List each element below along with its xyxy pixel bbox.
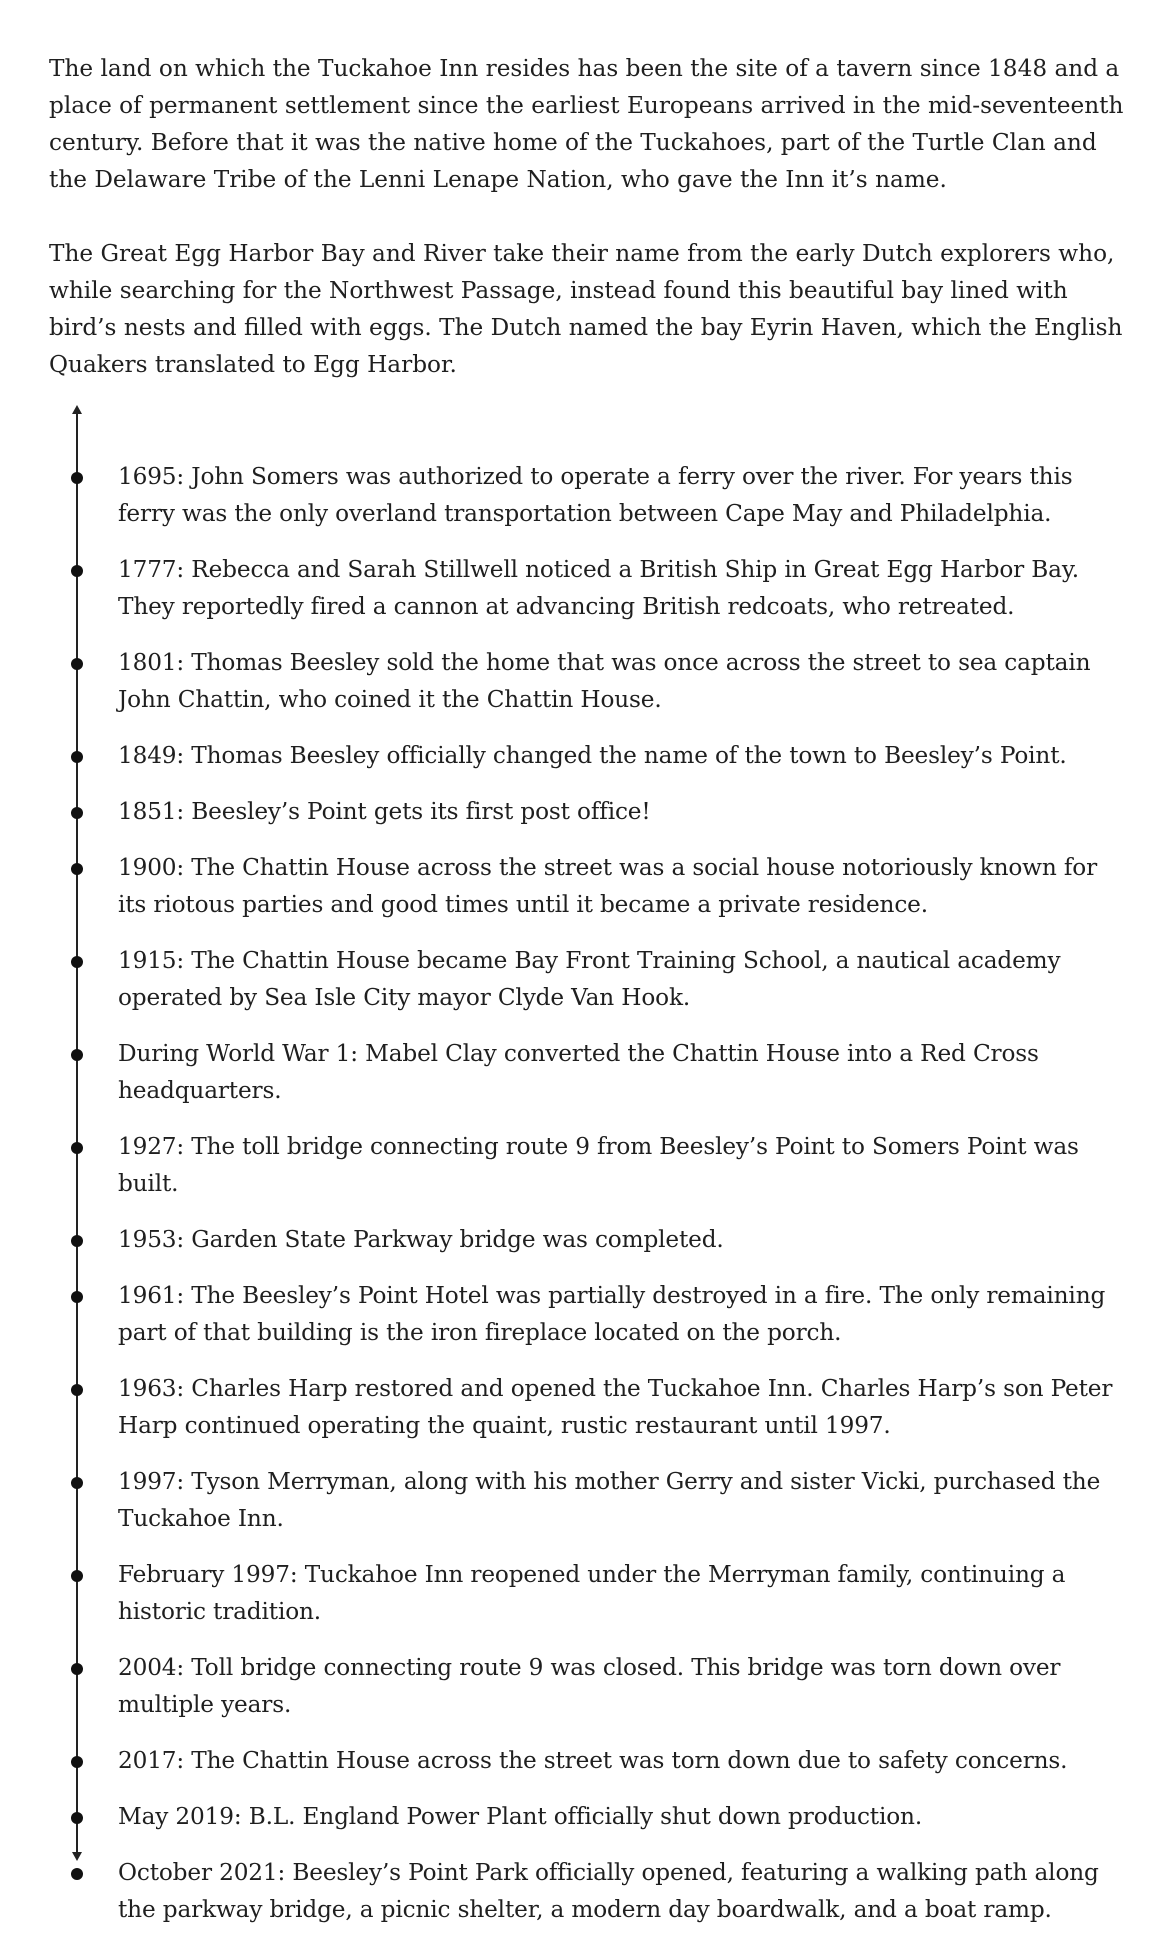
intro-section — [49, 50, 1129, 420]
timeline-dot-icon — [71, 1663, 83, 1675]
timeline-dot-icon — [71, 1235, 83, 1247]
timeline-event — [0, 458, 1166, 532]
timeline-event-text: 1801: Thomas Beesley sold the home that was once across the street to sea captain John Chattin, who coined it the Chattin House. — [118, 649, 1091, 713]
timeline-event-text: February 1997: Tuckahoe Inn reopened under the Merryman family, continuing a historic tradition. — [118, 1561, 1066, 1625]
timeline-event-text: During World War 1: Mabel Clay converted the Chattin House into a Red Cross headquarters. — [118, 1040, 1039, 1104]
intro-paragraph: The Great Egg Harbor Bay and River take their name from the early Dutch explorers who, while searching for the Northwest Passage, instead found this beautiful bay lined with bird’s nests and filled with eggs. The Dutch named the bay Eyrin Haven, which the English Quakers translated to Egg Harbor. — [49, 240, 1123, 378]
timeline-event-text: October 2021: Beesley’s Point Park officially opened, featuring a walking path along the parkway bridge, a picnic shelter, a modern day boardwalk, and a boat ramp. — [118, 1859, 1099, 1923]
timeline-dot-icon — [71, 956, 83, 968]
timeline-dot-icon — [71, 1570, 83, 1582]
timeline-event-text: 1997: Tyson Merryman, along with his mother Gerry and sister Vicki, purchased the Tuckahoe Inn. — [118, 1468, 1101, 1532]
timeline-dot-icon — [71, 565, 83, 577]
timeline-event — [0, 793, 1166, 830]
timeline-event — [0, 1649, 1166, 1723]
timeline-dot-icon — [71, 751, 83, 763]
timeline-dot-icon — [71, 1868, 83, 1880]
timeline-dot-icon — [71, 1142, 83, 1154]
timeline-event-text: 1915: The Chattin House became Bay Front Training School, a nautical academy operated by Sea Isle City mayor Clyde Van Hook. — [118, 947, 1061, 1011]
timeline-dot-icon — [71, 658, 83, 670]
timeline-event — [0, 942, 1166, 1016]
timeline-dot-icon — [71, 1291, 83, 1303]
timeline-event — [0, 1854, 1166, 1928]
timeline-event — [0, 644, 1166, 718]
timeline-event — [0, 551, 1166, 625]
timeline-event-text: 2004: Toll bridge connecting route 9 was closed. This bridge was torn down over multiple years. — [118, 1654, 1061, 1718]
timeline-event-text: 2017: The Chattin House across the street was torn down due to safety concerns. — [118, 1747, 1068, 1774]
timeline-event — [0, 1798, 1166, 1835]
timeline-event-text: 1849: Thomas Beesley officially changed the name of the town to Beesley’s Point. — [118, 742, 1067, 769]
timeline-event-text: 1963: Charles Harp restored and opened the Tuckahoe Inn. Charles Harp’s son Peter Harp continued operating the quaint, rustic restaurant until 1997. — [118, 1375, 1113, 1439]
timeline-event — [0, 737, 1166, 774]
timeline-event-text: 1961: The Beesley’s Point Hotel was partially destroyed in a fire. The only remaining part of that building is the iron fireplace located on the porch. — [118, 1282, 1106, 1346]
timeline-event-text: May 2019: B.L. England Power Plant officially shut down production. — [118, 1803, 923, 1830]
timeline-dot-icon — [71, 807, 83, 819]
timeline-event-text: 1927: The toll bridge connecting route 9 from Beesley’s Point to Somers Point was built. — [118, 1133, 1079, 1197]
timeline-event-text: 1851: Beesley’s Point gets its first post office! — [118, 798, 651, 825]
timeline-event — [0, 1128, 1166, 1202]
timeline-dot-icon — [71, 1384, 83, 1396]
timeline-dot-icon — [71, 863, 83, 875]
timeline-event — [0, 1370, 1166, 1444]
timeline-event-text: 1900: The Chattin House across the street was a social house notoriously known for its riotous parties and good times until it became a private residence. — [118, 854, 1098, 918]
timeline-event-list — [0, 458, 1166, 1947]
timeline-dot-icon — [71, 472, 83, 484]
timeline-event-text: 1695: John Somers was authorized to operate a ferry over the river. For years this ferry was the only overland transportation between Cape May and Philadelphia. — [118, 463, 1073, 527]
timeline-event — [0, 1221, 1166, 1258]
timeline-dot-icon — [71, 1049, 83, 1061]
timeline-dot-icon — [71, 1477, 83, 1489]
history-timeline — [0, 405, 1166, 1923]
intro-paragraph: The land on which the Tuckahoe Inn resides has been the site of a tavern since 1848 and a place of permanent settlement since the earliest Europeans arrived in the mid-seventeenth century. Before that it was the native home of the Tuckahoes, part of the Turtle Clan and the Delaware Tribe of the Lenni Lenape Nation, who gave the Inn it’s name. — [49, 55, 1124, 193]
timeline-event — [0, 1277, 1166, 1351]
timeline-event — [0, 1035, 1166, 1109]
timeline-event-text: 1777: Rebecca and Sarah Stillwell noticed a British Ship in Great Egg Harbor Bay. They reportedly fired a cannon at advancing British redcoats, who retreated. — [118, 556, 1079, 620]
timeline-event — [0, 1742, 1166, 1779]
timeline-event — [0, 1556, 1166, 1630]
timeline-event — [0, 849, 1166, 923]
timeline-dot-icon — [71, 1812, 83, 1824]
timeline-event — [0, 1463, 1166, 1537]
timeline-event-text: 1953: Garden State Parkway bridge was completed. — [118, 1226, 724, 1253]
timeline-dot-icon — [71, 1756, 83, 1768]
